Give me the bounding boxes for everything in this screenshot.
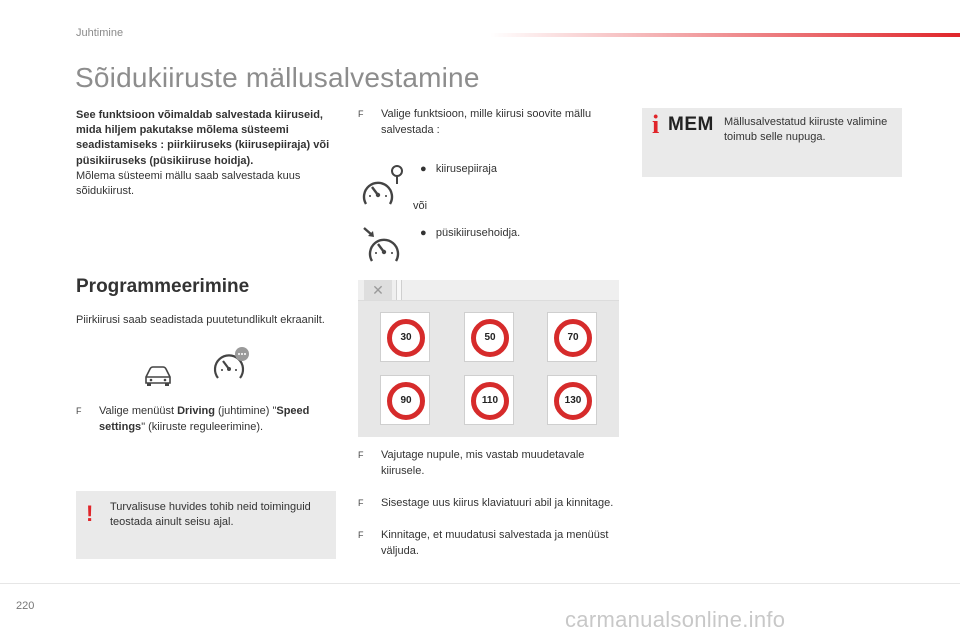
speed-tile-70[interactable] <box>547 312 597 362</box>
step1-post: " (kiiruste reguleerimine). <box>141 420 264 433</box>
cruise-control-icon <box>360 225 408 265</box>
speed-tile-110[interactable] <box>464 375 514 425</box>
speed-sign-30: 30 <box>387 319 425 357</box>
step1-menu: Driving <box>177 405 215 417</box>
warning-text: Turvalisuse huvides tohib neid toiminguid teostada ainult seisu ajal. <box>110 501 311 528</box>
speedometer-icon <box>212 346 252 382</box>
step1-mid: (juhtimine) " <box>214 405 277 417</box>
watermark: carmanualsonline.info <box>565 607 786 632</box>
or-text: või <box>413 200 428 212</box>
screen-tab-divider <box>396 280 402 300</box>
mem-button-label: MEM <box>668 114 714 135</box>
programming-heading: Programmeerimine <box>76 276 250 297</box>
step-enter-speed <box>358 496 623 512</box>
step-arrow: F <box>358 109 364 119</box>
step-press-button-text: Vajutage nupule, mis vastab muudetavale kiirusele. <box>381 449 585 477</box>
speed-sign-90: 90 <box>387 382 425 420</box>
step-press-button <box>358 448 623 479</box>
speed-tile-30[interactable] <box>380 312 430 362</box>
bullet-dot: ● <box>420 163 427 175</box>
step-arrow: F <box>358 530 364 540</box>
step-enter-speed-text: Sisestage uus kiirus klaviatuuri abil ja kinnitage. <box>381 497 614 509</box>
step-confirm-exit-text: Kinnitage, et muudatusi salvestada ja menüüst väljuda. <box>381 529 609 557</box>
bullet-dot: ● <box>420 227 427 239</box>
step-arrow: F <box>76 406 82 416</box>
option-cruise-label: püsikiirusehoidja. <box>435 227 521 239</box>
speed-sign-70: 70 <box>554 319 592 357</box>
warning-icon: ! <box>86 501 94 526</box>
speed-settings-screen <box>358 280 619 437</box>
step-select-function <box>358 107 623 138</box>
speed-sign-50: 50 <box>471 319 509 357</box>
speed-limiter-icon <box>360 164 408 208</box>
page-number: 220 <box>16 600 35 612</box>
step-arrow: F <box>358 450 364 460</box>
info-text: Mällusalvestatud kiiruste valimine toimub selle nupuga. <box>724 116 888 143</box>
step1-pre: Valige menüüst <box>99 405 178 417</box>
step-select-function-text: Valige funktsioon, mille kiirusi soovite mällu salvestada : <box>381 108 592 136</box>
option-limiter-label: kiirusepiiraja <box>435 163 497 175</box>
speed-tile-90[interactable] <box>380 375 430 425</box>
option-cruise <box>420 227 520 239</box>
info-icon: i <box>652 110 660 139</box>
page-title: Sõidukiiruste mällusalvestamine <box>75 62 480 93</box>
section-label: Juhtimine <box>76 27 124 39</box>
close-icon[interactable]: ✕ <box>364 280 392 300</box>
programming-paragraph: Piirkiirusi saab seadistada puutetundlikult ekraanilt. <box>76 314 325 326</box>
speed-sign-130: 130 <box>554 382 592 420</box>
intro-bold: See funktsioon võimaldab salvestada kiiruseid, mida hiljem pakutakse mõlema süsteemi seadistamiseks : piirkiiruseks (kiirusepiiraja) või püsikiiruseks (püsikiiruse hoidja). <box>76 109 330 167</box>
intro-text <box>76 108 346 199</box>
option-limiter <box>420 163 497 175</box>
step1-item: Speed settings <box>99 405 310 433</box>
footer-divider <box>0 583 960 584</box>
step-arrow: F <box>358 498 364 508</box>
speed-tile-50[interactable] <box>464 312 514 362</box>
speed-tile-130[interactable] <box>547 375 597 425</box>
intro-normal: Mõlema süsteemi mällu saab salvestada kuus sõidukiirust. <box>76 169 301 198</box>
step-select-menu <box>76 404 341 435</box>
screen-top-bar <box>358 280 619 301</box>
header-accent-line <box>490 33 960 37</box>
speed-sign-110: 110 <box>471 382 509 420</box>
step-confirm-exit <box>358 528 623 559</box>
car-icon <box>142 363 174 387</box>
